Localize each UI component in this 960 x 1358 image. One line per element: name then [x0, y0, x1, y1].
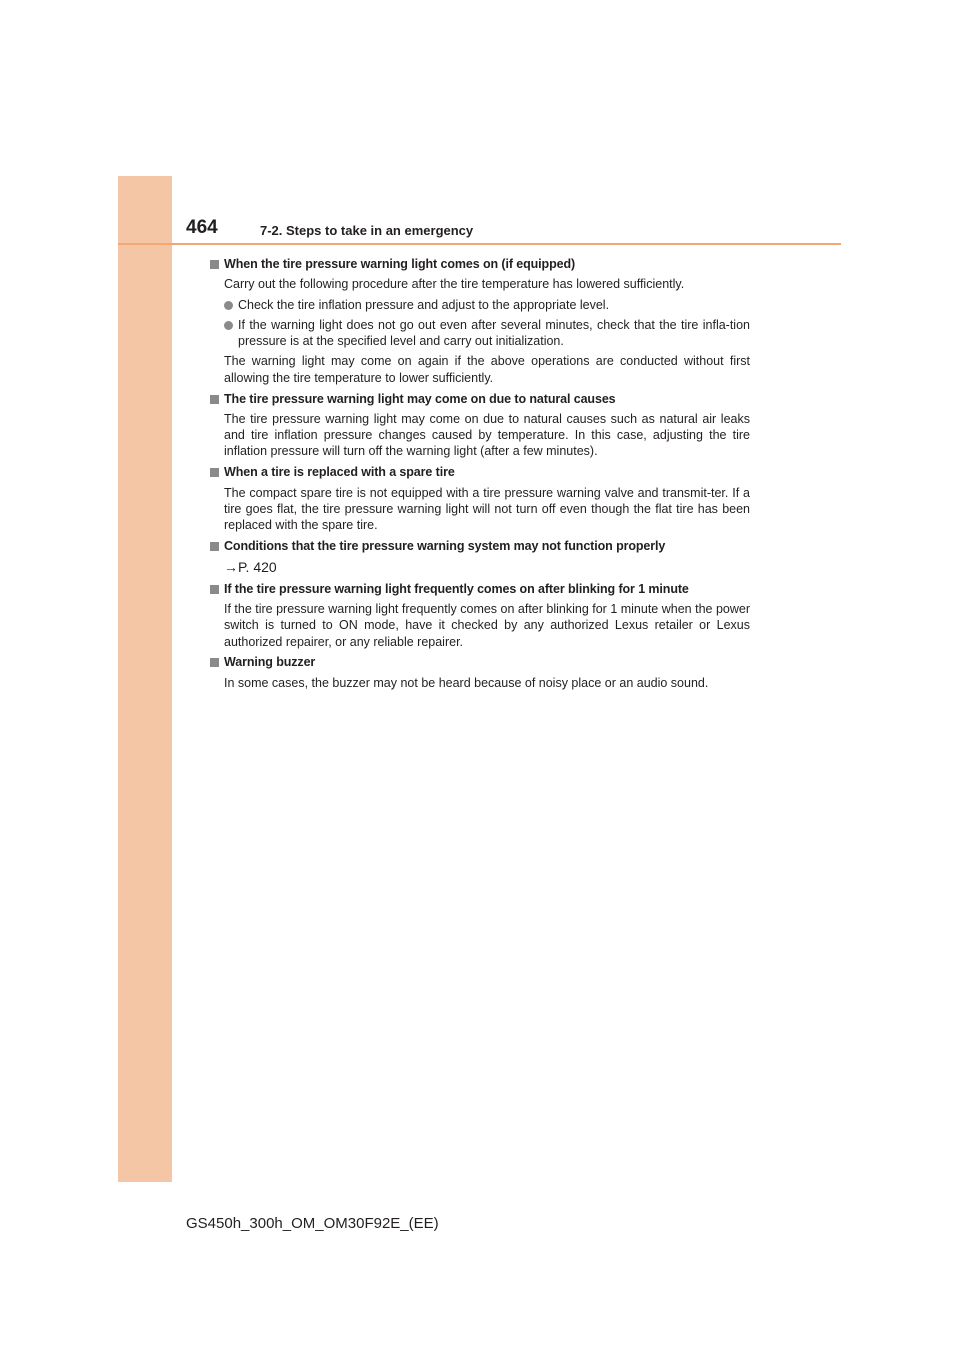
square-bullet-icon — [210, 585, 219, 594]
item-title: If the tire pressure warning light frequently comes on after blinking for 1 minute — [224, 581, 689, 596]
item-natural-causes — [210, 391, 750, 460]
square-bullet-icon — [210, 468, 219, 477]
page-reference-link[interactable]: →P. 420 — [224, 559, 277, 576]
item-title: The tire pressure warning light may come on due to natural causes — [224, 391, 616, 406]
item-intro: Carry out the following procedure after the tire temperature has lowered sufficiently. — [224, 277, 685, 292]
item-warning-light-on — [210, 256, 750, 386]
list-item — [224, 297, 750, 313]
footer-doc-code: GS450h_300h_OM_OM30F92E_(EE) — [186, 1215, 439, 1232]
item-text: If the tire pressure warning light frequently comes on after blinking for 1 minute when the power switch is turned to ON mode, have it checked by any authorized Lexus retailer or Lexus authorized repairer, or any reliable repairer. — [224, 602, 750, 649]
square-bullet-icon — [210, 260, 219, 269]
circle-bullet-icon — [224, 301, 233, 310]
item-text: In some cases, the buzzer may not be heard because of noisy place or an audio sound. — [224, 675, 709, 690]
bullet-text: Check the tire inflation pressure and adjust to the appropriate level. — [238, 297, 610, 312]
item-title: Warning buzzer — [224, 655, 316, 670]
square-bullet-icon — [210, 395, 219, 404]
page-header — [186, 216, 841, 246]
square-bullet-icon — [210, 542, 219, 551]
item-outro: The warning light may come on again if the above operations are conducted without first allowing the tire temperature to lower sufficiently. — [224, 354, 750, 385]
item-spare-tire — [210, 464, 750, 533]
item-conditions — [210, 538, 750, 576]
header-rule — [118, 243, 841, 245]
bullet-text: If the warning light does not go out even after several minutes, check that the tire infla-tion pressure is at the specified level and carry out initialization. — [238, 317, 750, 349]
item-title: Conditions that the tire pressure warning system may not function properly — [224, 538, 666, 553]
content-body — [210, 256, 750, 696]
square-bullet-icon — [210, 658, 219, 667]
item-blinking — [210, 581, 750, 650]
list-item — [224, 317, 750, 350]
circle-bullet-icon — [224, 321, 233, 330]
item-text: The compact spare tire is not equipped with a tire pressure warning valve and transmit-ter. If a tire goes flat, the tire pressure warning light will not turn off even though the flat tire has been replaced with the spare tire. — [224, 485, 750, 533]
item-title: When a tire is replaced with a spare tire — [224, 465, 455, 480]
item-title: When the tire pressure warning light comes on (if equipped) — [224, 257, 576, 271]
page-number: 464 — [186, 217, 218, 238]
item-text: The tire pressure warning light may come on due to natural causes such as natural air leaks and tire inflation pressure changes caused by temperature. In this case, adjusting the tire inflation pressure will turn off the warning light (after a few minutes). — [224, 411, 750, 459]
item-warning-buzzer — [210, 654, 750, 691]
section-title: 7-2. Steps to take in an emergency — [260, 223, 474, 238]
side-color-bar — [118, 176, 172, 1182]
